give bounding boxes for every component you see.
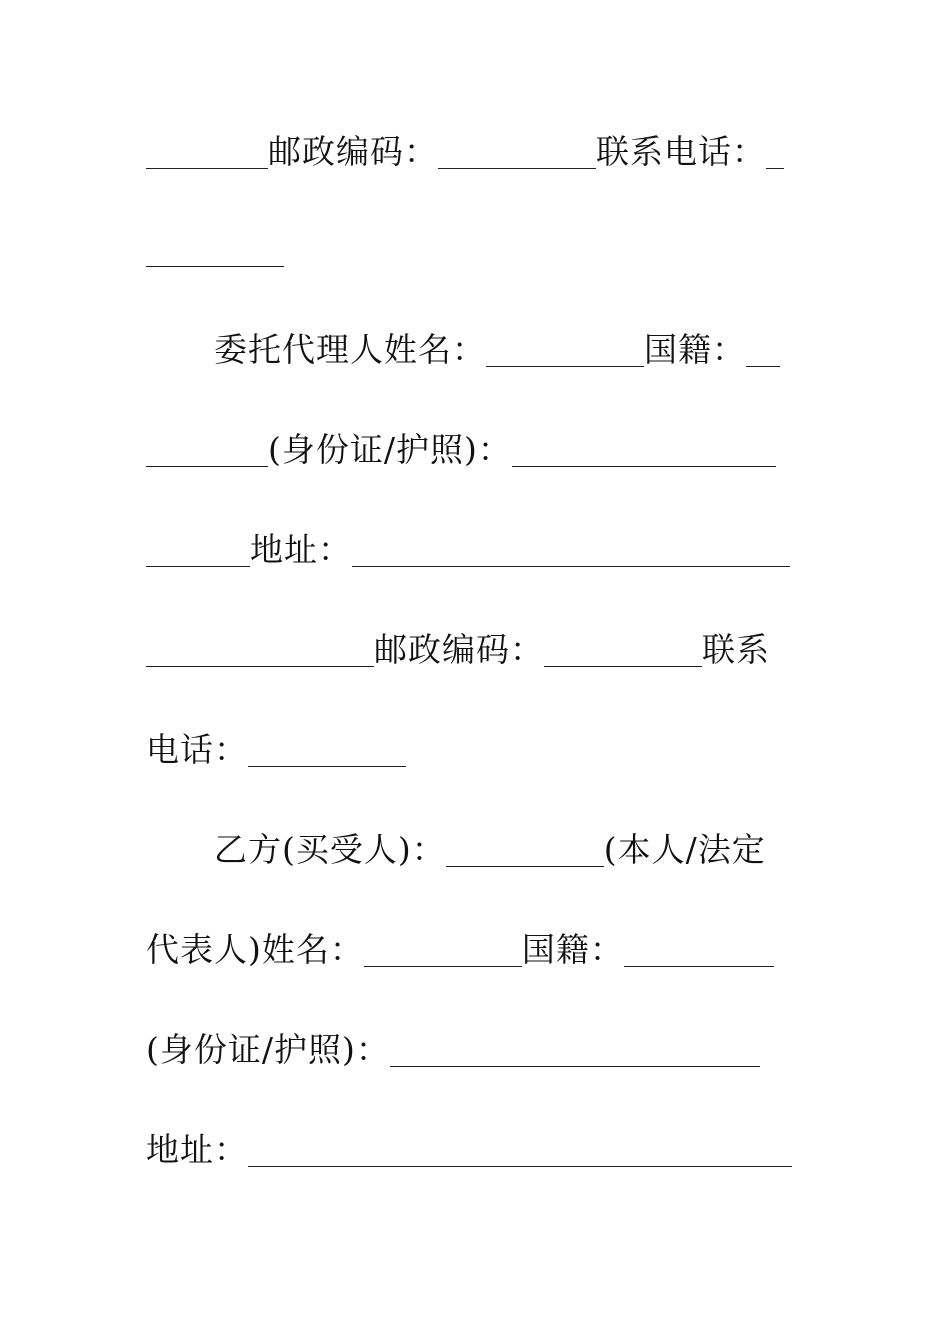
contact-label: 联系 xyxy=(702,630,770,669)
id-blank-continued[interactable] xyxy=(146,528,250,567)
id-passport-label: (身份证/护照)： xyxy=(146,1030,390,1069)
agent-postcode-line xyxy=(146,628,796,672)
nationality-blank[interactable] xyxy=(746,328,780,367)
id-passport-label: (身份证/护照)： xyxy=(268,430,512,469)
postcode-blank[interactable] xyxy=(544,628,702,667)
buyer-blank[interactable] xyxy=(446,828,604,867)
agent-name-label: 委托代理人姓名： xyxy=(214,330,486,369)
postcode-label: 邮政编码： xyxy=(268,132,438,171)
postcode-blank[interactable] xyxy=(438,130,596,169)
nationality-blank[interactable] xyxy=(624,928,774,967)
agent-phone-line xyxy=(146,728,796,772)
phone-label: 电话： xyxy=(146,730,248,769)
principal-postcode-phone-line xyxy=(146,130,796,174)
address-label: 地址： xyxy=(146,1130,248,1169)
phone-blank-continued[interactable] xyxy=(146,228,284,267)
representative-name-label: 代表人)姓名： xyxy=(146,930,364,969)
buyer-label: 乙方(买受人)： xyxy=(214,830,446,869)
address-label: 地址： xyxy=(250,530,352,569)
address-blank[interactable] xyxy=(248,1128,792,1167)
postcode-label: 邮政编码： xyxy=(374,630,544,669)
address-blank[interactable] xyxy=(352,528,790,567)
buyer-name-nationality-line xyxy=(146,928,796,972)
agent-address-line xyxy=(146,528,796,572)
address-blank-continued[interactable] xyxy=(146,628,374,667)
self-legal-rep-label: (本人/法定 xyxy=(603,830,766,869)
phone-label: 联系电话： xyxy=(596,132,766,171)
agent-id-line xyxy=(146,428,796,472)
phone-blank[interactable] xyxy=(766,130,784,169)
phone-continuation-line xyxy=(146,228,796,272)
buyer-line xyxy=(214,828,794,872)
buyer-address-line xyxy=(146,1128,796,1172)
name-blank[interactable] xyxy=(364,928,522,967)
blank-field[interactable] xyxy=(146,130,268,169)
nationality-label: 国籍： xyxy=(521,930,624,969)
agent-name-blank[interactable] xyxy=(486,328,644,367)
id-passport-blank[interactable] xyxy=(390,1028,760,1067)
phone-blank[interactable] xyxy=(248,728,406,767)
id-passport-blank[interactable] xyxy=(512,428,776,467)
agent-name-nationality-line xyxy=(214,328,794,372)
nationality-label: 国籍： xyxy=(644,330,746,369)
buyer-id-line xyxy=(146,1028,796,1072)
nationality-blank-continued[interactable] xyxy=(146,428,268,467)
